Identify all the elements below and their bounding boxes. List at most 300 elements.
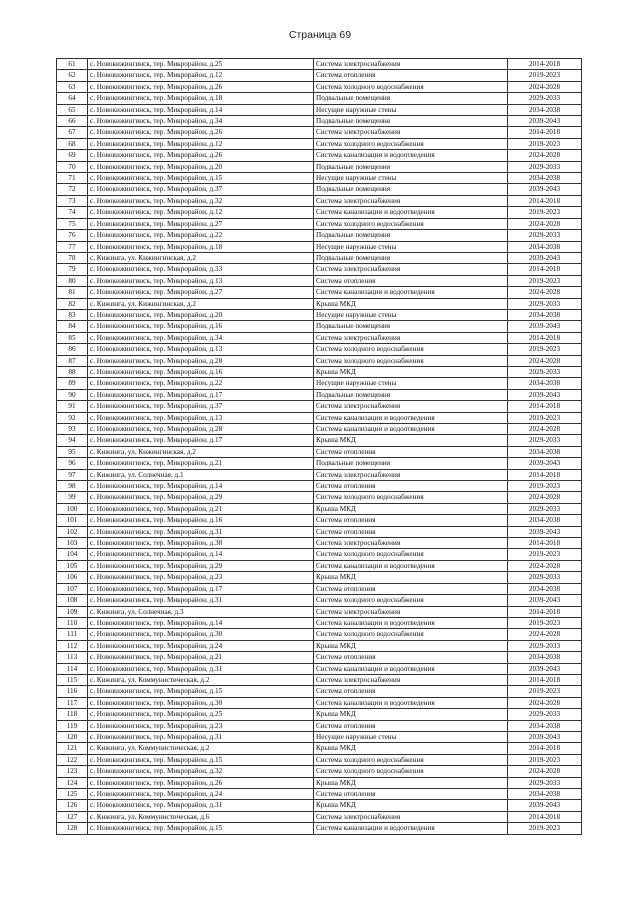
period-cell: 2014-2018 <box>508 811 582 822</box>
address-cell: с. Новокижингинск, тер. Микрорайон, д.16 <box>88 321 314 332</box>
address-cell: с. Новокижингинск, тер. Микрорайон, д.31 <box>88 731 314 742</box>
period-cell: 2019-2023 <box>508 481 582 492</box>
table-row <box>57 663 582 674</box>
row-number: 65 <box>57 104 88 115</box>
address-cell: с. Новокижингинск, тер. Микрорайон, д.12 <box>88 138 314 149</box>
address-cell: с. Новокижингинск, тер. Микрорайон, д.32 <box>88 766 314 777</box>
table-row <box>57 230 582 241</box>
period-cell: 2034-2038 <box>508 241 582 252</box>
address-cell: с. Новокижингинск, тер. Микрорайон, д.14 <box>88 549 314 560</box>
address-cell: с. Новокижингинск, тер. Микрорайон, д.29 <box>88 492 314 503</box>
system-cell: Система электроснабжения <box>314 264 508 275</box>
row-number: 71 <box>57 173 88 184</box>
row-number: 90 <box>57 389 88 400</box>
address-cell: с. Новокижингинск, тер. Микрорайон, д.28 <box>88 355 314 366</box>
address-cell: с. Новокижингинск, тер. Микрорайон, д.38 <box>88 538 314 549</box>
period-cell: 2039-2043 <box>508 184 582 195</box>
row-number: 73 <box>57 195 88 206</box>
address-cell: с. Новокижингинск, тер. Микрорайон, д.18 <box>88 241 314 252</box>
address-cell: с. Новокижингинск, тер. Микрорайон, д.22 <box>88 230 314 241</box>
address-cell: с. Новокижингинск, тер. Микрорайон, д.34 <box>88 332 314 343</box>
system-cell: Подвальные помещения <box>314 116 508 127</box>
system-cell: Подвальные помещения <box>314 458 508 469</box>
row-number: 62 <box>57 70 88 81</box>
row-number: 64 <box>57 93 88 104</box>
address-cell: с. Новокижингинск, тер. Микрорайон, д.25 <box>88 709 314 720</box>
address-cell: с. Новокижингинск, тер. Микрорайон, д.27 <box>88 218 314 229</box>
address-cell: с. Новокижингинск, тер. Микрорайон, д.16 <box>88 515 314 526</box>
table-row <box>57 309 582 320</box>
table-row <box>57 777 582 788</box>
table-row <box>57 606 582 617</box>
address-cell: с. Новокижингинск, тер. Микрорайон, д.16 <box>88 366 314 377</box>
system-cell: Система электроснабжения <box>314 674 508 685</box>
system-cell: Подвальные помещения <box>314 230 508 241</box>
period-cell: 2034-2038 <box>508 583 582 594</box>
table-row <box>57 435 582 446</box>
address-cell: с. Новокижингинск, тер. Микрорайон, д.13 <box>88 412 314 423</box>
period-cell: 2034-2038 <box>508 789 582 800</box>
address-cell: с. Новокижингинск, тер. Микрорайон, д.32 <box>88 195 314 206</box>
row-number: 85 <box>57 332 88 343</box>
period-cell: 2019-2023 <box>508 617 582 628</box>
table-row <box>57 401 582 412</box>
period-cell: 2024-2028 <box>508 766 582 777</box>
row-number: 78 <box>57 252 88 263</box>
table-row <box>57 595 582 606</box>
period-cell: 2034-2038 <box>508 173 582 184</box>
address-cell: с. Новокижингинск, тер. Микрорайон, д.17 <box>88 583 314 594</box>
period-cell: 2034-2038 <box>508 378 582 389</box>
row-number: 106 <box>57 572 88 583</box>
system-cell: Система отопления <box>314 446 508 457</box>
system-cell: Несущие наружные стены <box>314 309 508 320</box>
period-cell: 2034-2038 <box>508 446 582 457</box>
table-row <box>57 652 582 663</box>
row-number: 120 <box>57 731 88 742</box>
system-cell: Подвальные помещения <box>314 161 508 172</box>
row-number: 84 <box>57 321 88 332</box>
system-cell: Система электроснабжения <box>314 811 508 822</box>
period-cell: 2024-2028 <box>508 218 582 229</box>
row-number: 105 <box>57 560 88 571</box>
period-cell: 2029-2033 <box>508 366 582 377</box>
table-row <box>57 241 582 252</box>
address-cell: с. Новокижингинск, тер. Микрорайон, д.26 <box>88 127 314 138</box>
system-cell: Система электроснабжения <box>314 401 508 412</box>
address-cell: с. Новокижингинск, тер. Микрорайон, д.26 <box>88 150 314 161</box>
row-number: 108 <box>57 595 88 606</box>
address-cell: с. Новокижингинск, тер. Микрорайон, д.30 <box>88 629 314 640</box>
row-number: 97 <box>57 469 88 480</box>
row-number: 89 <box>57 378 88 389</box>
system-cell: Подвальные помещения <box>314 93 508 104</box>
row-number: 122 <box>57 754 88 765</box>
system-cell: Крыша МКД <box>314 743 508 754</box>
table-row <box>57 116 582 127</box>
period-cell: 2019-2023 <box>508 823 582 834</box>
row-number: 110 <box>57 617 88 628</box>
table-row <box>57 412 582 423</box>
system-cell: Система электроснабжения <box>314 127 508 138</box>
row-number: 75 <box>57 218 88 229</box>
table-row <box>57 378 582 389</box>
system-cell: Система канализации и водоотведения <box>314 150 508 161</box>
period-cell: 2024-2028 <box>508 287 582 298</box>
address-cell: с. Новокижингинск, тер. Микрорайон, д.20 <box>88 161 314 172</box>
system-cell: Система холодного водоснабжения <box>314 81 508 92</box>
row-number: 125 <box>57 789 88 800</box>
row-number: 96 <box>57 458 88 469</box>
system-cell: Система холодного водоснабжения <box>314 766 508 777</box>
system-cell: Система холодного водоснабжения <box>314 595 508 606</box>
table-row <box>57 70 582 81</box>
row-number: 94 <box>57 435 88 446</box>
table-row <box>57 515 582 526</box>
address-cell: с. Новокижингинск, тер. Микрорайон, д.12 <box>88 207 314 218</box>
period-cell: 2039-2043 <box>508 663 582 674</box>
system-cell: Система холодного водоснабжения <box>314 492 508 503</box>
row-number: 98 <box>57 481 88 492</box>
address-cell: с. Новокижингинск, тер. Микрорайон, д.31 <box>88 663 314 674</box>
table-row <box>57 549 582 560</box>
period-cell: 2024-2028 <box>508 697 582 708</box>
period-cell: 2019-2023 <box>508 549 582 560</box>
system-cell: Система канализации и водоотведения <box>314 697 508 708</box>
row-number: 91 <box>57 401 88 412</box>
table-row <box>57 560 582 571</box>
row-number: 121 <box>57 743 88 754</box>
period-cell: 2034-2038 <box>508 104 582 115</box>
address-cell: с. Новокижингинск, тер. Микрорайон, д.13 <box>88 344 314 355</box>
address-cell: с. Кижинга, ул. Коммунистическая, д.2 <box>88 743 314 754</box>
table-row <box>57 321 582 332</box>
row-number: 102 <box>57 526 88 537</box>
row-number: 92 <box>57 412 88 423</box>
address-cell: с. Новокижингинск, тер. Микрорайон, д.17 <box>88 389 314 400</box>
period-cell: 2029-2033 <box>508 709 582 720</box>
system-cell: Система электроснабжения <box>314 469 508 480</box>
table-row <box>57 458 582 469</box>
period-cell: 2039-2043 <box>508 731 582 742</box>
row-number: 66 <box>57 116 88 127</box>
row-number: 93 <box>57 424 88 435</box>
row-number: 69 <box>57 150 88 161</box>
period-cell: 2024-2028 <box>508 355 582 366</box>
address-cell: с. Новокижингинск, тер. Микрорайон, д.28 <box>88 424 314 435</box>
address-cell: с. Новокижингинск, тер. Микрорайон, д.31 <box>88 595 314 606</box>
address-cell: с. Новокижингинск, тер. Микрорайон, д.33 <box>88 264 314 275</box>
system-cell: Несущие наружные стены <box>314 378 508 389</box>
system-cell: Крыша МКД <box>314 709 508 720</box>
system-cell: Крыша МКД <box>314 366 508 377</box>
system-cell: Система отопления <box>314 583 508 594</box>
row-number: 100 <box>57 503 88 514</box>
period-cell: 2039-2043 <box>508 458 582 469</box>
table-row <box>57 195 582 206</box>
address-cell: с. Новокижингинск, тер. Микрорайон, д.15 <box>88 754 314 765</box>
row-number: 128 <box>57 823 88 834</box>
period-cell: 2024-2028 <box>508 629 582 640</box>
table-row <box>57 800 582 811</box>
period-cell: 2014-2018 <box>508 401 582 412</box>
period-cell: 2019-2023 <box>508 686 582 697</box>
table-row <box>57 264 582 275</box>
system-cell: Подвальные помещения <box>314 389 508 400</box>
address-cell: с. Новокижингинск, тер. Микрорайон, д.14 <box>88 617 314 628</box>
period-cell: 2019-2023 <box>508 344 582 355</box>
row-number: 81 <box>57 287 88 298</box>
table-row <box>57 104 582 115</box>
row-number: 109 <box>57 606 88 617</box>
table-row <box>57 481 582 492</box>
address-cell: с. Новокижингинск, тер. Микрорайон, д.17 <box>88 435 314 446</box>
address-cell: с. Новокижингинск, тер. Микрорайон, д.29 <box>88 560 314 571</box>
system-cell: Система электроснабжения <box>314 538 508 549</box>
system-cell: Система электроснабжения <box>314 59 508 70</box>
table-row <box>57 138 582 149</box>
row-number: 99 <box>57 492 88 503</box>
system-cell: Подвальные помещения <box>314 321 508 332</box>
system-cell: Система холодного водоснабжения <box>314 629 508 640</box>
table-row <box>57 686 582 697</box>
system-cell: Система электроснабжения <box>314 332 508 343</box>
period-cell: 2029-2033 <box>508 777 582 788</box>
row-number: 77 <box>57 241 88 252</box>
table-row <box>57 617 582 628</box>
system-cell: Система отопления <box>314 789 508 800</box>
period-cell: 2029-2033 <box>508 230 582 241</box>
row-number: 119 <box>57 720 88 731</box>
address-cell: с. Новокижингинск, тер. Микрорайон, д.34 <box>88 116 314 127</box>
system-cell: Система отопления <box>314 720 508 731</box>
period-cell: 2019-2023 <box>508 70 582 81</box>
period-cell: 2019-2023 <box>508 412 582 423</box>
system-cell: Система электроснабжения <box>314 606 508 617</box>
address-cell: с. Новокижингинск, тер. Микрорайон, д.15 <box>88 823 314 834</box>
address-cell: с. Новокижингинск, тер. Микрорайон, д.23 <box>88 720 314 731</box>
period-cell: 2034-2038 <box>508 720 582 731</box>
row-number: 63 <box>57 81 88 92</box>
row-number: 70 <box>57 161 88 172</box>
address-cell: с. Новокижингинск, тер. Микрорайон, д.27 <box>88 287 314 298</box>
period-cell: 2034-2038 <box>508 309 582 320</box>
row-number: 104 <box>57 549 88 560</box>
system-cell: Система холодного водоснабжения <box>314 138 508 149</box>
system-cell: Крыша МКД <box>314 435 508 446</box>
address-cell: с. Новокижингинск, тер. Микрорайон, д.24 <box>88 640 314 651</box>
row-number: 67 <box>57 127 88 138</box>
table-row <box>57 127 582 138</box>
period-cell: 2014-2018 <box>508 264 582 275</box>
table-row <box>57 184 582 195</box>
address-cell: с. Новокижингинск, тер. Микрорайон, д.31 <box>88 800 314 811</box>
system-cell: Система отопления <box>314 515 508 526</box>
table-row <box>57 526 582 537</box>
period-cell: 2029-2033 <box>508 640 582 651</box>
table-row <box>57 389 582 400</box>
table-row <box>57 583 582 594</box>
period-cell: 2014-2018 <box>508 743 582 754</box>
period-cell: 2039-2043 <box>508 321 582 332</box>
row-number: 114 <box>57 663 88 674</box>
table-row <box>57 344 582 355</box>
period-cell: 2029-2033 <box>508 572 582 583</box>
address-cell: с. Новокижингинск, тер. Микрорайон, д.30 <box>88 697 314 708</box>
table-row <box>57 640 582 651</box>
row-number: 82 <box>57 298 88 309</box>
period-cell: 2029-2033 <box>508 503 582 514</box>
system-cell: Система отопления <box>314 275 508 286</box>
system-cell: Крыша МКД <box>314 800 508 811</box>
address-cell: с. Новокижингинск, тер. Микрорайон, д.25 <box>88 59 314 70</box>
table-row <box>57 298 582 309</box>
row-number: 115 <box>57 674 88 685</box>
address-cell: с. Новокижингинск, тер. Микрорайон, д.20 <box>88 309 314 320</box>
table-row <box>57 275 582 286</box>
table-row <box>57 766 582 777</box>
table-row <box>57 709 582 720</box>
system-cell: Система канализации и водоотведения <box>314 412 508 423</box>
address-cell: с. Новокижингинск, тер. Микрорайон, д.26 <box>88 81 314 92</box>
row-number: 113 <box>57 652 88 663</box>
row-number: 61 <box>57 59 88 70</box>
row-number: 112 <box>57 640 88 651</box>
row-number: 87 <box>57 355 88 366</box>
address-cell: с. Кижинга, ул. Кижингинская, д.2 <box>88 298 314 309</box>
row-number: 72 <box>57 184 88 195</box>
system-cell: Система холодного водоснабжения <box>314 355 508 366</box>
table-row <box>57 743 582 754</box>
system-cell: Система канализации и водоотведения <box>314 617 508 628</box>
row-number: 79 <box>57 264 88 275</box>
page-title: Страница 69 <box>288 29 352 41</box>
address-cell: с. Новокижингинск, тер. Микрорайон, д.21 <box>88 503 314 514</box>
period-cell: 2014-2018 <box>508 538 582 549</box>
table-row <box>57 424 582 435</box>
table-row <box>57 789 582 800</box>
table-row <box>57 446 582 457</box>
period-cell: 2014-2018 <box>508 332 582 343</box>
system-cell: Система отопления <box>314 686 508 697</box>
address-cell: с. Кижинга, ул. Солнечная, д.1 <box>88 469 314 480</box>
row-number: 126 <box>57 800 88 811</box>
period-cell: 2024-2028 <box>508 81 582 92</box>
row-number: 68 <box>57 138 88 149</box>
address-cell: с. Новокижингинск, тер. Микрорайон, д.37 <box>88 401 314 412</box>
address-cell: с. Новокижингинск, тер. Микрорайон, д.21 <box>88 652 314 663</box>
system-cell: Крыша МКД <box>314 640 508 651</box>
period-cell: 2024-2028 <box>508 424 582 435</box>
period-cell: 2024-2028 <box>508 560 582 571</box>
period-cell: 2029-2033 <box>508 298 582 309</box>
address-cell: с. Кижинга, ул. Солнечная, д.3 <box>88 606 314 617</box>
period-cell: 2029-2033 <box>508 435 582 446</box>
period-cell: 2039-2043 <box>508 526 582 537</box>
system-cell: Крыша МКД <box>314 777 508 788</box>
address-cell: с. Новокижингинск, тер. Микрорайон, д.37 <box>88 184 314 195</box>
system-cell: Система отопления <box>314 526 508 537</box>
address-cell: с. Новокижингинск, тер. Микрорайон, д.31 <box>88 526 314 537</box>
system-cell: Система электроснабжения <box>314 195 508 206</box>
row-number: 76 <box>57 230 88 241</box>
period-cell: 2019-2023 <box>508 275 582 286</box>
table-row <box>57 355 582 366</box>
row-number: 83 <box>57 309 88 320</box>
system-cell: Крыша МКД <box>314 503 508 514</box>
table-row <box>57 731 582 742</box>
row-number: 101 <box>57 515 88 526</box>
address-cell: с. Новокижингинск, тер. Микрорайон, д.24 <box>88 789 314 800</box>
address-cell: с. Новокижингинск, тер. Микрорайон, д.22 <box>88 378 314 389</box>
period-cell: 2024-2028 <box>508 150 582 161</box>
system-cell: Система канализации и водоотведения <box>314 287 508 298</box>
address-cell: с. Новокижингинск, тер. Микрорайон, д.14 <box>88 481 314 492</box>
address-cell: с. Новокижингинск, тер. Микрорайон, д.15 <box>88 173 314 184</box>
address-cell: с. Новокижингинск, тер. Микрорайон, д.26 <box>88 777 314 788</box>
row-number: 117 <box>57 697 88 708</box>
table-row <box>57 572 582 583</box>
period-cell: 2039-2043 <box>508 116 582 127</box>
system-cell: Крыша МКД <box>314 572 508 583</box>
row-number: 103 <box>57 538 88 549</box>
system-cell: Несущие наружные стены <box>314 731 508 742</box>
table-row <box>57 161 582 172</box>
system-cell: Система канализации и водоотведения <box>314 560 508 571</box>
row-number: 127 <box>57 811 88 822</box>
table-row <box>57 150 582 161</box>
table-row <box>57 173 582 184</box>
system-cell: Система канализации и водоотведения <box>314 663 508 674</box>
address-cell: с. Кижинга, ул. Коммунистическая, д.6 <box>88 811 314 822</box>
row-number: 95 <box>57 446 88 457</box>
row-number: 111 <box>57 629 88 640</box>
period-cell: 2029-2033 <box>508 161 582 172</box>
address-cell: с. Новокижингинск, тер. Микрорайон, д.12 <box>88 70 314 81</box>
address-cell: с. Кижинга, ул. Кижингинская, д.2 <box>88 446 314 457</box>
row-number: 107 <box>57 583 88 594</box>
period-cell: 2024-2028 <box>508 492 582 503</box>
table-row <box>57 287 582 298</box>
table-row <box>57 720 582 731</box>
system-cell: Система холодного водоснабжения <box>314 218 508 229</box>
system-cell: Система отопления <box>314 70 508 81</box>
system-cell: Система канализации и водоотведения <box>314 207 508 218</box>
period-cell: 2034-2038 <box>508 652 582 663</box>
address-cell: с. Новокижингинск, тер. Микрорайон, д.13 <box>88 275 314 286</box>
table-row <box>57 811 582 822</box>
system-cell: Несущие наружные стены <box>314 241 508 252</box>
address-cell: с. Новокижингинск, тер. Микрорайон, д.21 <box>88 458 314 469</box>
row-number: 118 <box>57 709 88 720</box>
system-cell: Система канализации и водоотведения <box>314 823 508 834</box>
system-cell: Система отопления <box>314 652 508 663</box>
row-number: 116 <box>57 686 88 697</box>
address-cell: с. Новокижингинск, тер. Микрорайон, д.23 <box>88 572 314 583</box>
address-cell: с. Новокижингинск, тер. Микрорайон, д.18 <box>88 93 314 104</box>
system-cell: Система канализации и водоотведения <box>314 424 508 435</box>
table-row <box>57 252 582 263</box>
table-row <box>57 366 582 377</box>
table-row <box>57 754 582 765</box>
period-cell: 2014-2018 <box>508 127 582 138</box>
address-cell: с. Новокижингинск, тер. Микрорайон, д.15 <box>88 686 314 697</box>
row-number: 88 <box>57 366 88 377</box>
row-number: 124 <box>57 777 88 788</box>
system-cell: Система отопления <box>314 481 508 492</box>
table-row <box>57 332 582 343</box>
period-cell: 2039-2043 <box>508 252 582 263</box>
